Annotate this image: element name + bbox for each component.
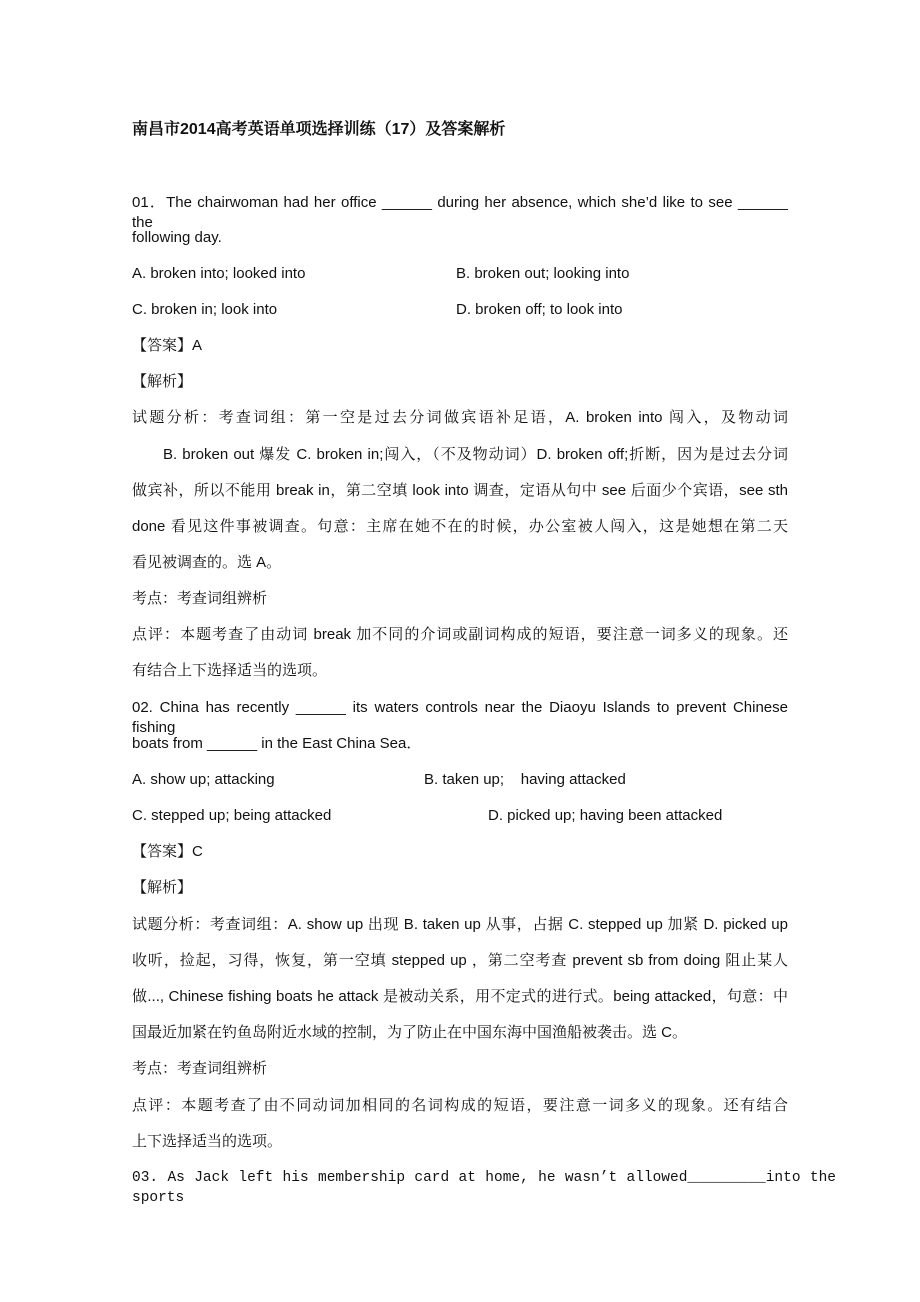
- question-1-stem-cont: following day.: [132, 229, 222, 246]
- question-2-stem: 02. China has recently ______ its waters controls near the Diaoyu Islands to prevent Chinese fishing: [132, 699, 788, 736]
- question-2-option-b: B. taken up; having attacked: [424, 771, 626, 788]
- question-1-analysis-line: 看见被调查的。选 A。: [132, 554, 282, 571]
- question-2-dianping: 点评：本题考查了由不同动词加相同的名词构成的短语，要注意一词多义的现象。还有结合: [132, 1097, 788, 1114]
- question-1-option-d: D. broken off; to look into: [456, 301, 623, 318]
- question-1-analysis-line: 做宾补，所以不能用 break in，第二空填 look into 调查，定语从句中 see 后面少个宾语，see sth: [132, 482, 788, 499]
- question-1-stem: 01．The chairwoman had her office ______ during her absence, which she’d like to see ______ the: [132, 194, 788, 231]
- question-2-answer: 【答案】C: [132, 843, 203, 860]
- question-1-analysis-line: B. broken out 爆发 C. broken in;闯入，（不及物动词）D. broken off;折断，因为是过去分词: [163, 446, 788, 463]
- question-1-option-c: C. broken in; look into: [132, 301, 278, 318]
- question-3-stem: 03. As Jack left his membership card at home, he wasn’t allowed_________into the sports: [132, 1170, 836, 1206]
- question-1-dianping: 点评：本题考查了由动词 break 加不同的介词或副词构成的短语，要注意一词多义的现象。还: [132, 626, 788, 643]
- question-1-answer: 【答案】A: [132, 337, 203, 354]
- question-2-analysis-line: 收听，捡起，习得，恢复，第一空填 stepped up ，第二空考查 prevent sb from doing 阻止某人: [132, 952, 788, 969]
- question-2-kaodian: 考点：考查词组辨析: [132, 1060, 268, 1077]
- question-1-kaodian: 考点：考查词组辨析: [132, 590, 268, 607]
- question-1-analysis-label: 【解析】: [132, 373, 193, 390]
- question-2-option-c: C. stepped up; being attacked: [132, 807, 332, 824]
- question-1-analysis-line: done 看见这件事被调查。句意：主席在她不在的时候，办公室被人闯入，这是她想在第二天: [132, 518, 788, 535]
- question-2-analysis-line: 做..., Chinese fishing boats he attack 是被动关系，用不定式的进行式。being attacked，句意：中: [132, 988, 788, 1005]
- document-title: 南昌市2014高考英语单项选择训练（17）及答案解析: [132, 121, 506, 138]
- question-2-stem-cont: boats from ______ in the East China Sea．: [132, 735, 422, 752]
- question-2-analysis-label: 【解析】: [132, 879, 193, 896]
- question-2-analysis-line: 国最近加紧在钓鱼岛附近水域的控制，为了防止在中国东海中国渔船被袭击。选 C。: [132, 1024, 688, 1041]
- question-2-option-a: A. show up; attacking: [132, 771, 275, 788]
- question-2-dianping-cont: 上下选择适当的选项。: [132, 1133, 283, 1150]
- question-1-option-a: A. broken into; looked into: [132, 265, 306, 282]
- question-1-dianping-cont: 有结合上下选择适当的选项。: [132, 662, 328, 679]
- question-1-analysis-line: 试题分析：考查词组：第一空是过去分词做宾语补足语，A. broken into 闯入，及物动词: [132, 409, 788, 426]
- question-2-option-d: D. picked up; having been attacked: [488, 807, 723, 824]
- question-2-analysis-line: 试题分析：考查词组：A. show up 出现 B. taken up 从事，占据 C. stepped up 加紧 D. picked up: [132, 916, 788, 933]
- question-1-option-b: B. broken out; looking into: [456, 265, 630, 282]
